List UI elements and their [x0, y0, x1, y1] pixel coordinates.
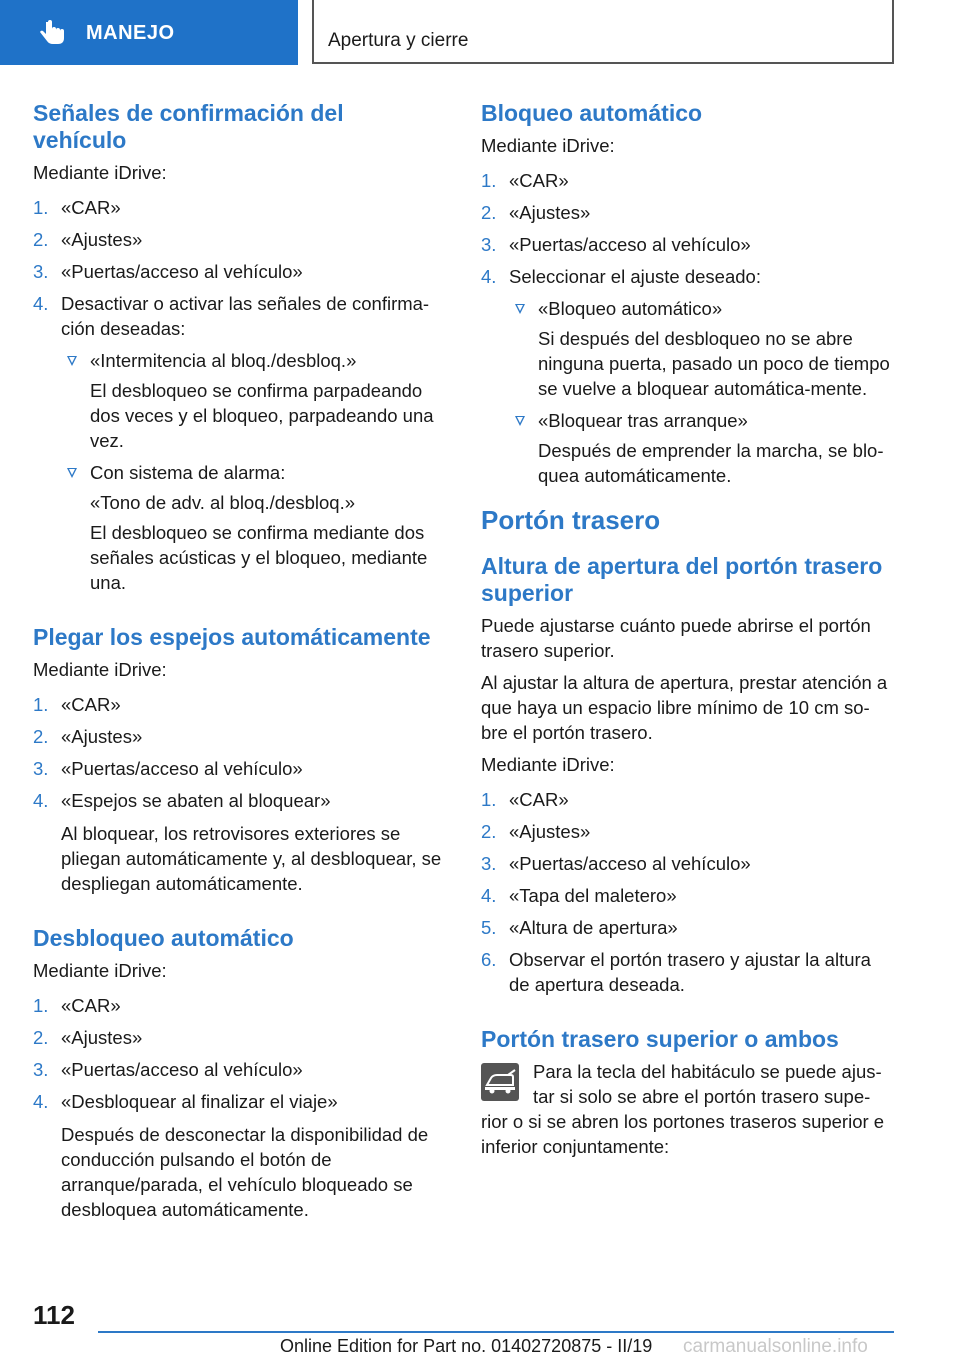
sub-item: «Bloquear tras arranque» Después de emprender la marcha, se blo‐quea automáticamente.: [509, 408, 896, 488]
list-item: 3. «Puertas/acceso al vehículo»: [33, 758, 303, 779]
list-item: 3. «Puertas/acceso al vehículo»: [33, 261, 303, 282]
list-item: 4. «Tapa del maletero»: [481, 885, 677, 906]
paragraph: Al ajustar la altura de apertura, prestar atención a que haya un espacio libre mínimo de 10 cm so‐bre el portón trasero.: [481, 672, 888, 743]
hand-pointer-icon: [38, 18, 68, 48]
intro-text: Mediante iDrive:: [481, 754, 615, 775]
intro-text: Mediante iDrive:: [33, 960, 167, 981]
steps-list: [481, 787, 896, 997]
list-item: 3. «Puertas/acceso al vehículo»: [33, 1059, 303, 1080]
step-note: Después de desconectar la disponibilidad de conducción pulsando el botón de arranque/parada, el vehículo bloqueado se desbloquea automáticamente.: [61, 1124, 429, 1220]
steps-list: [33, 692, 443, 896]
section-label: MANEJO: [86, 22, 175, 44]
sub-item: Con sistema de alarma: «Tono de adv. al bloq./desbloq.» El desbloqueo se confirma mediante dos señales acústicas y el bloqueo, mediante una.: [61, 460, 443, 595]
heading-confirmation-signals: Señales de confirmación del vehículo: [33, 100, 344, 153]
watermark: carmanualsonline.info: [683, 1336, 868, 1357]
list-item: 3. «Puertas/acceso al vehículo»: [481, 234, 751, 255]
footer-rule: [98, 1331, 894, 1333]
triangle-bullet-icon: [67, 356, 77, 366]
right-column: [481, 100, 896, 1159]
list-item: 2. «Ajustes»: [481, 202, 591, 223]
paragraph: Puede ajustarse cuánto puede abrirse el portón trasero superior.: [481, 615, 871, 661]
heading-fold-mirrors: Plegar los espejos automáticamente: [33, 624, 431, 650]
edition-note: Online Edition for Part no. 01402720875 - II/19: [280, 1336, 653, 1356]
sub-item: «Intermitencia al bloq./desbloq.» El desbloqueo se confirma parpadeando dos veces y el bloqueo, parpadeando una vez.: [61, 348, 443, 453]
heading-opening-height: Altura de apertura del portón trasero superior: [481, 553, 883, 606]
list-item: 1. «CAR»: [481, 789, 569, 810]
triangle-bullet-icon: [515, 416, 525, 426]
list-item: 6. Observar el portón trasero y ajustar la altura de apertura deseada.: [481, 949, 871, 995]
list-item: 2. «Ajustes»: [481, 821, 591, 842]
list-item: 1. «CAR»: [481, 170, 569, 191]
heading-auto-lock: Bloqueo automático: [481, 100, 703, 126]
list-item: 1. «CAR»: [33, 694, 121, 715]
list-item: 3. «Puertas/acceso al vehículo»: [481, 853, 751, 874]
list-item: 1. «CAR»: [33, 995, 121, 1016]
list-item: 4. Seleccionar el ajuste deseado: «Bloqueo automático» Si después del desbloqueo no se abre ninguna puerta, pasado un poco de tiempo se vuelve a bloquear automática‐mente. «Bloquear tras arranque» Después de emprender la marcha, se blo‐quea automáticamente.: [481, 264, 896, 488]
heading-auto-unlock: Desbloqueo automático: [33, 925, 294, 951]
list-item: 2. «Ajustes»: [33, 726, 143, 747]
steps-list: [33, 195, 443, 595]
section-tab: [0, 0, 298, 65]
page-number: 112: [33, 1300, 75, 1330]
list-item: 5. «Altura de apertura»: [481, 917, 678, 938]
chapter-title: Apertura y cierre: [328, 30, 469, 51]
list-item: 4. Desactivar o activar las señales de confirma‐ción deseadas: «Intermitencia al bloq./desbloq.» El desbloqueo se confirma parpadeando dos veces y el bloqueo, parpadeando una vez. Con sistema de alarma: «Tono de adv. al bloq./desbloq.» El desbloqueo se confirma mediante dos señales acústicas y el bloqueo, mediante una.: [33, 291, 443, 595]
step-note: Al bloquear, los retrovisores exteriores se pliegan automáticamente y, al desbloquear, se despliegan automáticamente.: [61, 823, 442, 894]
list-item: 4. «Desbloquear al finalizar el viaje» Después de desconectar la disponibilidad de conducción pulsando el botón de arranque/parada, el vehículo bloqueado se desbloquea automáticamente.: [33, 1089, 443, 1222]
heading-upper-or-both: Portón trasero superior o ambos: [481, 1026, 839, 1052]
list-item: 2. «Ajustes»: [33, 229, 143, 250]
car-tailgate-icon: [481, 1063, 519, 1101]
list-item: 4. «Espejos se abaten al bloquear» Al bloquear, los retrovisores exteriores se pliegan automáticamente y, al desbloquear, se despliegan automáticamente.: [33, 790, 442, 894]
list-item: 1. «CAR»: [33, 197, 121, 218]
intro-text: Mediante iDrive:: [33, 659, 167, 680]
tailgate-paragraph: [481, 1059, 896, 1159]
intro-text: Mediante iDrive:: [33, 162, 167, 183]
triangle-bullet-icon: [67, 468, 77, 478]
tailgate-text: Para la tecla del habitáculo se puede ajus‐tar si solo se abre el portón trasero supe‐rior o si se abren los portones traseros superior e inferior conjuntamente:: [481, 1061, 885, 1157]
sub-item: «Bloqueo automático» Si después del desbloqueo no se abre ninguna puerta, pasado un poco de tiempo se vuelve a bloquear automática‐mente.: [509, 296, 896, 401]
steps-list: [481, 168, 896, 488]
steps-list: [33, 993, 443, 1222]
left-column: [33, 100, 443, 1229]
list-item: 2. «Ajustes»: [33, 1027, 143, 1048]
chapter-header: [312, 0, 894, 64]
heading-tailgate: Portón trasero: [481, 505, 661, 535]
triangle-bullet-icon: [515, 304, 525, 314]
intro-text: Mediante iDrive:: [481, 135, 615, 156]
